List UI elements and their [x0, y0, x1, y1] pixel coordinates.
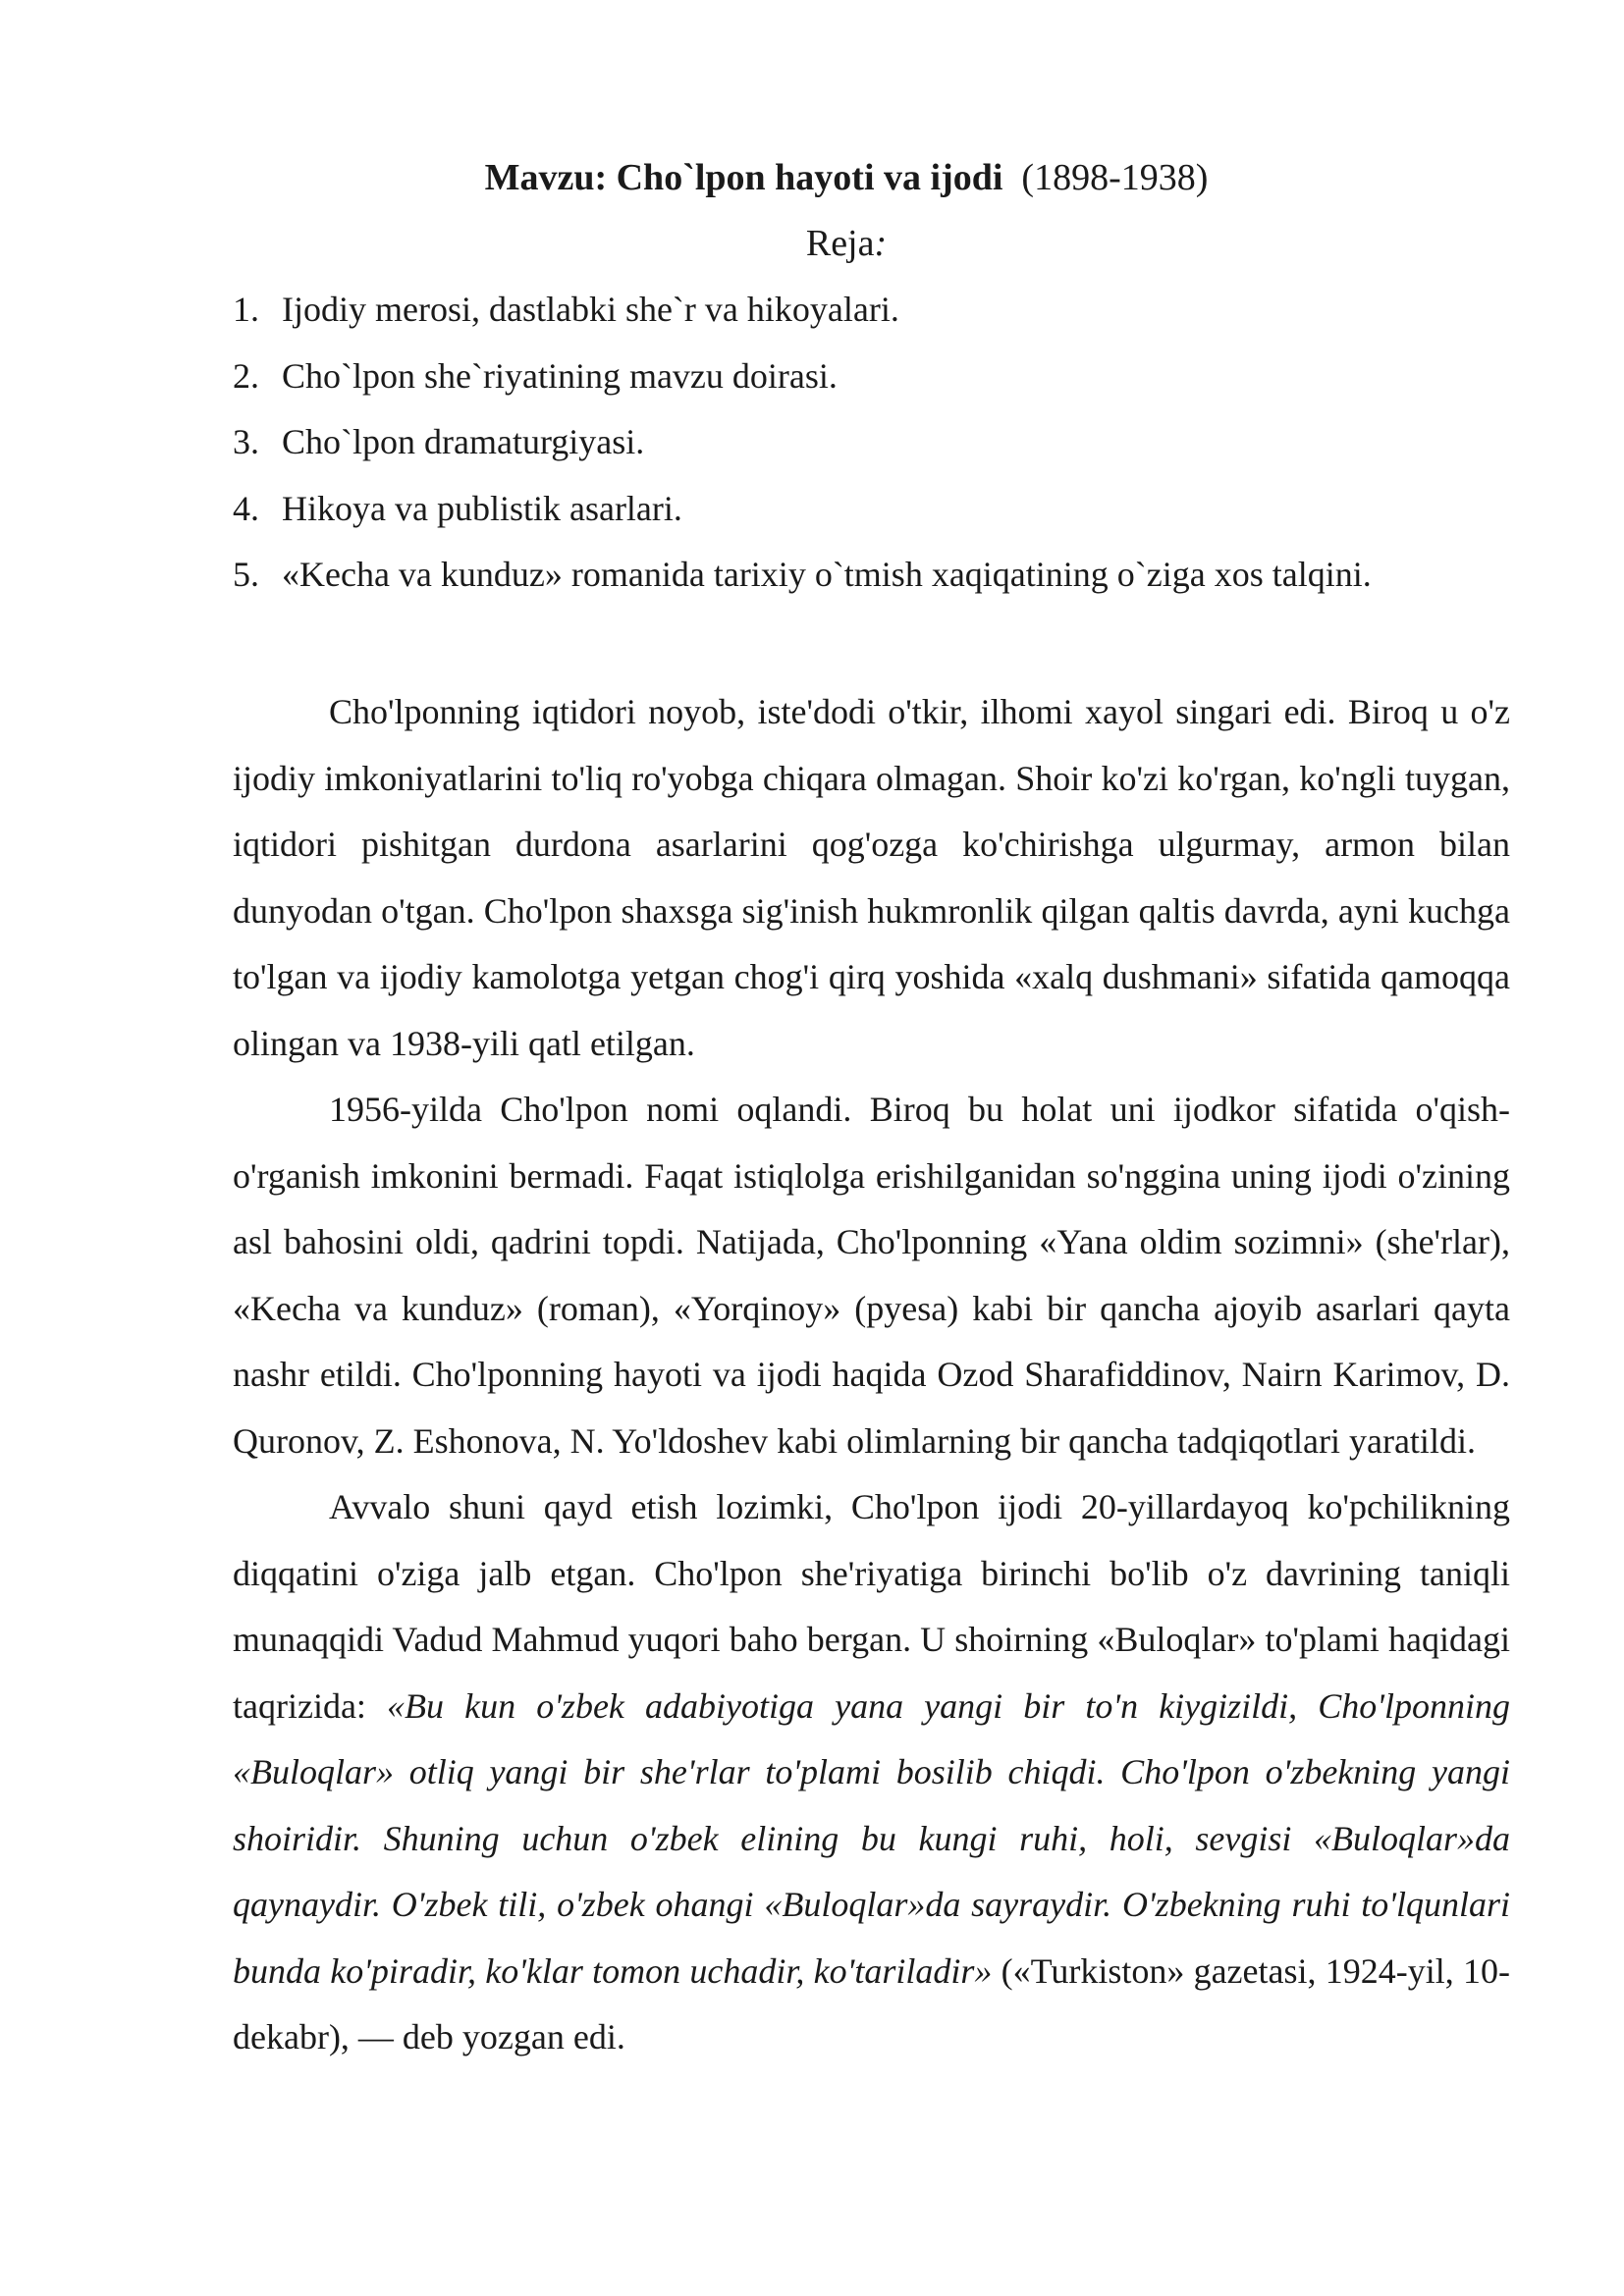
paragraph-critique: [233, 1474, 1510, 2071]
paragraph-biography: Cho'lponning iqtidori noyob, iste'dodi o'tkir, ilhomi xayol singari edi. Biroq u o'z ijodiy imkoniyatlarini to'liq ro'yobga chiqara olmagan. Shoir ko'zi ko'rgan, ko'ngli tuygan, iqtidori pishitgan durdona asarlarini qog'ozga ko'chirishga ulgurmay, armon bilan dunyodan o'tgan. Cho'lpon shaxsga sig'inish hukmronlik qilgan qaltis davrda, ayni kuchga to'lgan va ijodiy kamolotga yetgan chog'i qirq yoshida «xalq dushmani» sifatida qamoqqa olingan va 1938-yili qatl etilgan.: [233, 692, 1510, 1063]
plan-item: [233, 284, 1509, 350]
plan-heading: [0, 218, 1624, 269]
plan-item-text: Hikoya va publistik asarlari.: [282, 488, 682, 528]
plan-item: [233, 350, 1509, 417]
body-text: [233, 679, 1510, 2071]
critique-lead-text: Avvalo shuni qayd etish lozimki, Cho'lpon ijodi 20-yillardayoq ko'pchilikning diqqatini o'ziga jalb etgan. Cho'lpon she'riyatiga birinchi bo'lib o'z davrining taniqli munaqqidi Vadud Mahmud yuqori baho bergan. U shoirning «Buloqlar» to'plami haqidagi taqrizida:: [233, 1487, 1510, 1726]
document-title: [0, 152, 1624, 203]
plan-item: [233, 549, 1509, 615]
plan-list: [233, 284, 1509, 615]
plan-item: [233, 416, 1509, 483]
plan-item-number: 2.: [233, 355, 259, 396]
plan-heading-word: Reja: [805, 223, 875, 264]
critique-citation: («Turkiston» gazetasi, 1924-yil, 10-dekabr), — deb yozgan edi.: [233, 1950, 1510, 2056]
plan-heading-colon: :: [874, 223, 888, 264]
plan-item-text: Ijodiy merosi, dastlabki she`r va hikoyalari.: [282, 290, 899, 329]
plan-item-number: 3.: [233, 422, 259, 461]
title-years: (1898-1938): [1021, 157, 1209, 198]
plan-item-number: 5.: [233, 555, 259, 594]
critique-quote: «Bu kun o'zbek adabiyotiga yana yangi bir to'n kiygizildi, Cho'lponning «Buloqlar» otliq yangi bir she'rlar to'plami bosilib chiqdi. Cho'lpon o'zbekning yangi shoiridir. Shuning uchun o'zbek elining bu kungi ruhi, holi, sevgisi «Buloqlar»da qaynaydir. O'zbek tili, o'zbek ohangi «Buloqlar»da sayraydir. O'zbekning ruhi to'lqunlari bunda ko'piradir, ko'klar tomon uchadir, ko'tariladir»: [233, 1685, 1510, 1991]
title-topic: Mavzu: Cho`lpon hayoti va ijodi: [484, 157, 1003, 198]
plan-item-text: Cho`lpon she`riyatining mavzu doirasi.: [282, 355, 838, 396]
plan-item-text: Cho`lpon dramaturgiyasi.: [282, 422, 645, 461]
plan-item-text: «Kecha va kunduz» romanida tarixiy o`tmish xaqiqatining o`ziga xos talqini.: [282, 555, 1372, 594]
plan-item-number: 4.: [233, 488, 259, 528]
plan-item: [233, 483, 1509, 550]
plan-item-number: 1.: [233, 290, 259, 329]
paragraph-rehabilitation: 1956-yilda Cho'lpon nomi oqlandi. Biroq bu holat uni ijodkor sifatida o'qish-o'rganish imkonini bermadi. Faqat istiqlolga erishilganidan so'nggina uning ijodi o'zining asl bahosini oldi, qadrini topdi. Natijada, Cho'lponning «Yana oldim sozimni» (she'rlar), «Kecha va kunduz» (roman), «Yorqinoy» (pyesa) kabi bir qancha ajoyib asarlari qayta nashr etildi. Cho'lponning hayoti va ijodi haqida Ozod Sharafiddinov, Nairn Karimov, D. Quronov, Z. Eshonova, N. Yo'ldoshev kabi olimlarning bir qancha tadqiqotlari yaratildi.: [233, 1090, 1510, 1461]
